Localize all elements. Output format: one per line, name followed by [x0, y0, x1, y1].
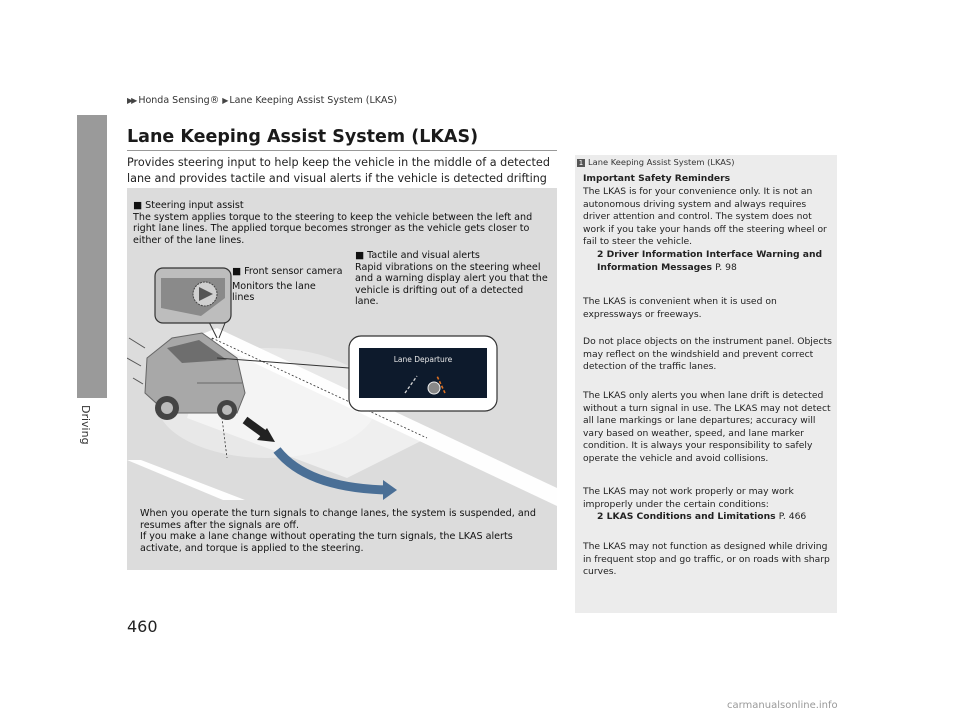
page-number: 460 [127, 617, 158, 636]
motion-line [127, 358, 141, 366]
note-paragraph-1: The LKAS is for your convenience only. It is not an autonomous driving system and always requires driver attention and control. The system does not work if you take your hands off the steering wheel or fail to steer the vehicle. 2 Driver Information Interface Warning and Information Messages P. 98 [583, 186, 833, 274]
camera-line: Monitors the lane [232, 280, 316, 292]
note-paragraph-6: The LKAS may not function as designed while driving in frequent stop and go traffic, or on roads with sharp curves. [583, 541, 830, 578]
breadcrumb-arrow-icon: ▶ [222, 96, 227, 105]
steering-correction-arrow-head [383, 480, 397, 500]
reference-arrow-icon: 2 [597, 248, 604, 260]
tactile-alert-section [355, 250, 555, 308]
tactile-alert-line: and a warning display alert you that the [355, 273, 548, 284]
note-paragraph-5: The LKAS may not work properly or may work improperly under the certain conditions: 2 LKAS Conditions and Limitations P. 466 [583, 486, 833, 524]
bottom-note-line: activate, and torque is applied to the steering. [140, 542, 364, 554]
bottom-note-line: resumes after the signals are off. [140, 519, 300, 531]
note-paragraph-4: The LKAS only alerts you when lane drift is detected without a turn signal in use. The LKAS may not detect all lane markings or lane departures; accuracy will vary based on weather, speed, and lane marker condition. It is always your responsibility to safely operate the vehicle and avoid collisions. [583, 390, 831, 464]
notes-header: 1 Lane Keeping Assist System (LKAS) [578, 157, 735, 167]
bottom-note-line: If you make a lane change without operating the turn signals, the LKAS alerts [140, 531, 513, 542]
steering-assist-section [133, 200, 553, 246]
lane-line-left [127, 460, 245, 500]
note-icon: 1 [578, 158, 584, 167]
chapter-label: Driving [79, 405, 92, 445]
watermark: carmanualsonline.info [727, 700, 838, 711]
intro-text: Provides steering input to help keep the vehicle in the middle of a detected lane and provides tactile and visual alerts if the vehicle is detected drifting [127, 156, 550, 185]
bottom-note-line: When you operate the turn signals to change lanes, the system is suspended, and [140, 508, 536, 519]
page-title: Lane Keeping Assist System (LKAS) [127, 127, 479, 147]
camera-title: ■ Front sensor camera [232, 266, 343, 277]
camera-line: lines [232, 292, 255, 303]
motion-line [133, 378, 143, 384]
breadcrumb [127, 95, 397, 106]
breadcrumb-item-lkas[interactable]: Lane Keeping Assist System (LKAS) [229, 95, 398, 106]
display-label: Lane Departure [393, 355, 453, 364]
title-divider [127, 150, 557, 151]
reference-link-lkas-limitations[interactable]: 2 LKAS Conditions and Limitations P. 466 [597, 511, 807, 523]
chapter-tab [77, 115, 107, 398]
reference-link-warning-messages[interactable]: 2 Driver Information Interface Warning and Information Messages P. 98 [597, 248, 823, 273]
note-paragraph-3: Do not place objects on the instrument panel. Objects may reflect on the windshield and prevent correct detection of the traffic lanes. [583, 336, 832, 373]
motion-line [129, 338, 145, 348]
note-paragraph-2: The LKAS is convenient when it is used on expressways or freeways. [583, 296, 777, 320]
camera-section [232, 266, 357, 304]
illustration-panel [127, 188, 557, 570]
steering-assist-title: ■ Steering input assist [133, 200, 244, 211]
reference-arrow-icon: 2 [597, 511, 604, 523]
steering-assist-line: either of the lane lines. [133, 234, 245, 246]
tactile-alert-title: ■ Tactile and visual alerts [355, 250, 480, 261]
tactile-alert-line: vehicle is drifting out of a detected [355, 284, 524, 296]
steering-wheel-icon [428, 382, 440, 394]
tactile-alert-line: Rapid vibrations on the steering wheel [355, 261, 541, 273]
steering-assist-line: The system applies torque to the steering to keep the vehicle between the left and [133, 211, 533, 223]
bottom-note [140, 508, 555, 554]
tactile-alert-line: lane. [355, 296, 379, 307]
steering-assist-line: right lane lines. The applied torque becomes stronger as the vehicle gets closer to [133, 223, 530, 234]
breadcrumb-item-honda-sensing[interactable]: Honda Sensing® [138, 95, 220, 106]
breadcrumb-arrow-icon: ▶▶ [127, 96, 136, 105]
safety-title: Important Safety Reminders [583, 173, 731, 184]
